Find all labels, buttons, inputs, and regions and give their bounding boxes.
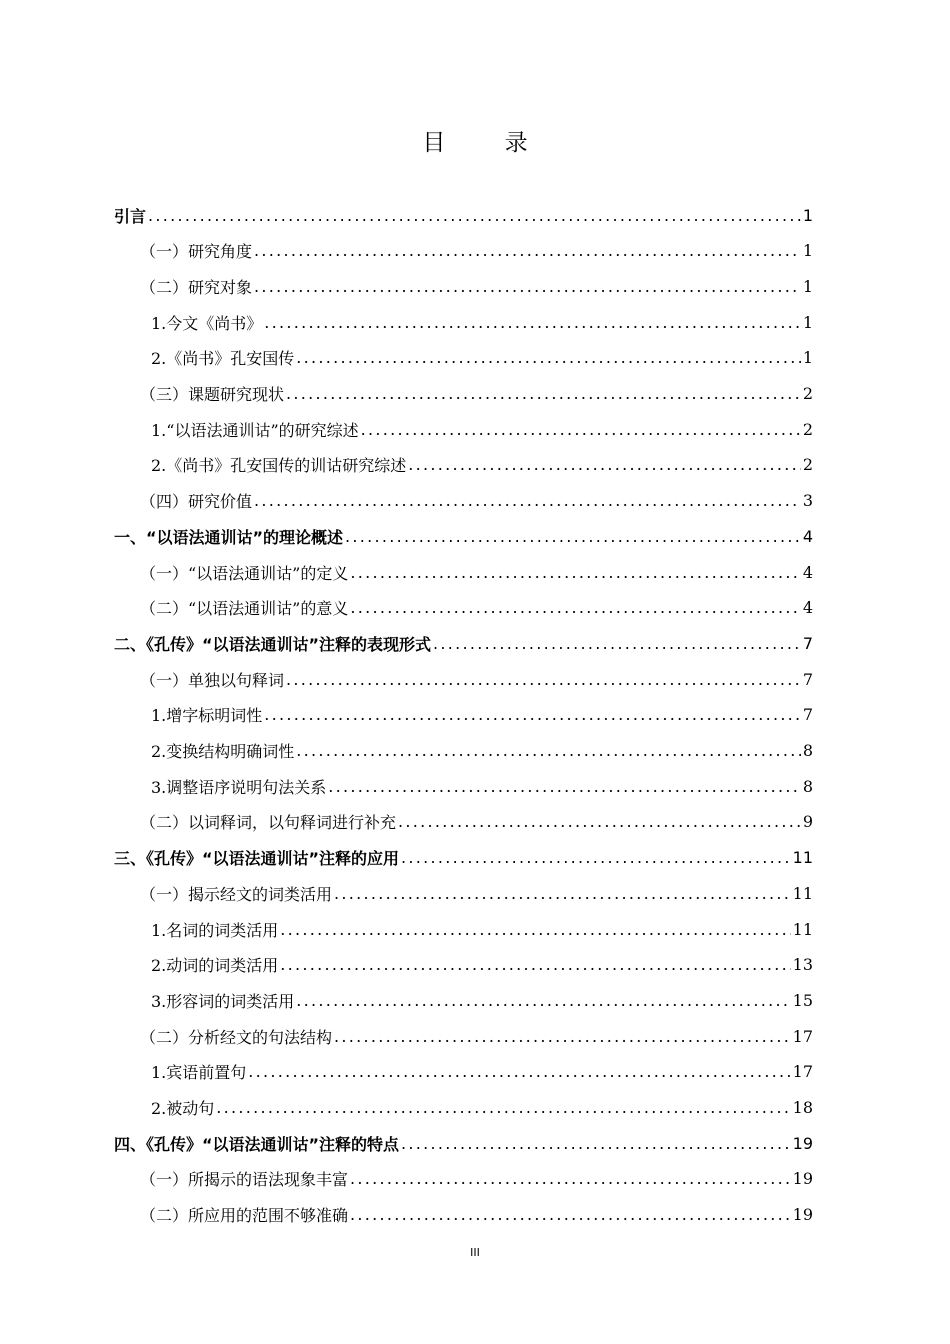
toc-entry[interactable] — [151, 1054, 813, 1090]
page-number: III — [470, 1246, 480, 1259]
toc-entry-page: 3 — [802, 491, 813, 511]
toc-entry[interactable] — [114, 518, 813, 554]
dot-leader — [350, 563, 800, 582]
toc-entry-page: 17 — [792, 1026, 813, 1046]
toc-entry[interactable] — [140, 1018, 813, 1054]
toc-entry[interactable] — [140, 590, 813, 626]
toc-entry-title: 四、《孔传》“以语法通训诂”注释的特点 — [114, 1134, 400, 1154]
dot-leader — [334, 1027, 791, 1046]
toc-entry-title: （二）研究对象 — [140, 277, 253, 297]
toc-entry-page: 2 — [802, 419, 813, 439]
toc-entry[interactable] — [140, 804, 813, 840]
dot-leader — [254, 277, 801, 296]
toc-entry-page: 19 — [792, 1133, 813, 1153]
toc-entry-page: 18 — [792, 1098, 813, 1117]
dot-leader — [148, 206, 801, 225]
toc-entry-title: （一）研究角度 — [140, 242, 253, 262]
toc-entry-title: 1.今文《尚书》 — [151, 313, 263, 333]
toc-entry-page: 1 — [802, 312, 813, 332]
toc-entry-title: 2.《尚书》孔安国传的训诂研究综述 — [151, 456, 407, 476]
toc-entry-title: 2.变换结构明确词性 — [151, 742, 295, 761]
toc-entry-page: 1 — [802, 241, 813, 261]
toc-entry-page: 1 — [802, 205, 813, 225]
dot-leader — [216, 1098, 790, 1117]
toc-entry[interactable] — [151, 911, 813, 947]
toc-entry-title: （一）单独以句释词 — [140, 670, 285, 690]
toc-entry-page: 15 — [792, 990, 813, 1010]
toc-entry-title: 1.“以语法通训诂”的研究综述 — [151, 420, 359, 440]
toc-entry[interactable] — [140, 268, 813, 304]
toc-entry-title: （二）以词释词，以句释词进行补充 — [140, 813, 397, 833]
toc-entry[interactable] — [140, 483, 813, 519]
toc-entry-title: 2.被动句 — [151, 1099, 215, 1118]
toc-entry-page: 11 — [792, 883, 813, 903]
toc-entry-title: 2.动词的词类活用 — [151, 956, 279, 976]
toc-entry[interactable] — [151, 304, 813, 340]
dot-leader — [328, 777, 801, 796]
toc-entry[interactable] — [151, 697, 813, 733]
toc-entry[interactable] — [140, 1161, 813, 1197]
toc-entry-page: 7 — [802, 669, 813, 689]
toc-entry[interactable] — [151, 768, 813, 804]
toc-entry-title: 1.宾语前置句 — [151, 1063, 247, 1083]
dot-leader — [254, 241, 801, 260]
toc-entry-page: 2 — [802, 384, 813, 403]
toc-entry-title: （一）所揭示的语法现象丰富 — [140, 1170, 349, 1190]
toc-entry[interactable] — [140, 875, 813, 911]
toc-entry[interactable] — [114, 197, 813, 233]
toc-entry-title: （二）“以语法通训诂”的意义 — [140, 599, 349, 619]
dot-leader — [350, 1205, 791, 1224]
toc-entry-title: 二、《孔传》“以语法通训诂”注释的表现形式 — [114, 634, 432, 654]
dot-leader — [408, 455, 801, 474]
toc-entry-title: 1.增字标明词性 — [151, 706, 263, 726]
toc-entry-page: 8 — [802, 741, 813, 760]
dot-leader — [264, 313, 801, 332]
toc-entry[interactable] — [140, 554, 813, 590]
toc-entry-page: 11 — [792, 848, 813, 868]
toc-entry[interactable] — [151, 947, 813, 983]
toc-entry[interactable] — [140, 661, 813, 697]
dot-leader — [286, 670, 801, 689]
dot-leader — [296, 991, 790, 1010]
toc-entry[interactable] — [151, 982, 813, 1018]
toc-entry-title: （二）所应用的范围不够准确 — [140, 1206, 349, 1226]
toc-entry-page: 8 — [802, 776, 813, 796]
toc-entry-page: 1 — [802, 276, 813, 296]
dot-leader — [264, 705, 801, 724]
dot-leader — [296, 741, 801, 760]
toc-entry-page: 9 — [802, 812, 813, 832]
toc-entry[interactable] — [140, 376, 813, 412]
toc-entry-page: 19 — [792, 1205, 813, 1225]
dot-leader — [350, 1169, 791, 1188]
toc-entry-page: 11 — [792, 919, 813, 939]
toc-entry-page: 4 — [802, 562, 813, 582]
dot-leader — [280, 920, 790, 939]
toc-entry-page: 17 — [792, 1062, 813, 1082]
toc-entry-page: 2 — [802, 455, 813, 475]
dot-leader — [280, 955, 790, 974]
toc-entry[interactable] — [140, 1197, 813, 1233]
toc-entry-title: 一、“以语法通训诂”的理论概述 — [114, 527, 344, 547]
toc-entry-page: 19 — [792, 1169, 813, 1189]
dot-leader — [345, 527, 801, 546]
toc-entry-title: （一）揭示经文的词类活用 — [140, 884, 333, 904]
toc-entry-title: 3.调整语序说明句法关系 — [151, 777, 327, 797]
toc-entry[interactable] — [151, 1090, 813, 1126]
toc-entry-title: 三、《孔传》“以语法通训诂”注释的应用 — [114, 849, 400, 869]
dot-leader — [350, 598, 800, 617]
toc-entry[interactable] — [114, 1125, 813, 1161]
toc-entry-title: 引言 — [114, 206, 147, 226]
toc-entry-page: 4 — [802, 598, 813, 618]
dot-leader — [398, 812, 801, 831]
dot-leader — [248, 1062, 790, 1081]
dot-leader — [296, 348, 801, 367]
toc-entry-page: 1 — [802, 348, 813, 368]
dot-leader — [361, 420, 801, 439]
toc-entry-page: 13 — [792, 955, 813, 975]
dot-leader — [401, 848, 791, 867]
toc-entry-title: （四）研究价值 — [140, 492, 253, 512]
toc-entry[interactable] — [114, 625, 813, 661]
toc-entry[interactable] — [151, 340, 813, 376]
toc-entry[interactable] — [140, 233, 813, 269]
toc-entry-title: （三）课题研究现状 — [140, 385, 285, 404]
toc-entry-title: （一）“以语法通训诂”的定义 — [140, 563, 349, 583]
dot-leader — [334, 884, 791, 903]
toc-entry[interactable] — [114, 840, 813, 876]
toc-entry-title: 1.名词的词类活用 — [151, 920, 279, 940]
toc-entry-page: 7 — [802, 633, 813, 653]
dot-leader — [286, 384, 801, 403]
toc-entry-title: 2.《尚书》孔安国传 — [151, 349, 295, 369]
toc-entry[interactable] — [151, 733, 813, 769]
toc-entry-title: 3.形容词的词类活用 — [151, 991, 295, 1011]
dot-leader — [401, 1134, 791, 1153]
dot-leader — [433, 634, 801, 653]
toc-entry-page: 4 — [802, 526, 813, 546]
dot-leader — [254, 491, 801, 510]
toc-entry[interactable] — [151, 447, 813, 483]
toc-entry-title: （二）分析经文的句法结构 — [140, 1027, 333, 1047]
toc-entry[interactable] — [151, 411, 813, 447]
toc-entry-page: 7 — [802, 705, 813, 725]
toc-title: 目 录 — [422, 130, 554, 156]
